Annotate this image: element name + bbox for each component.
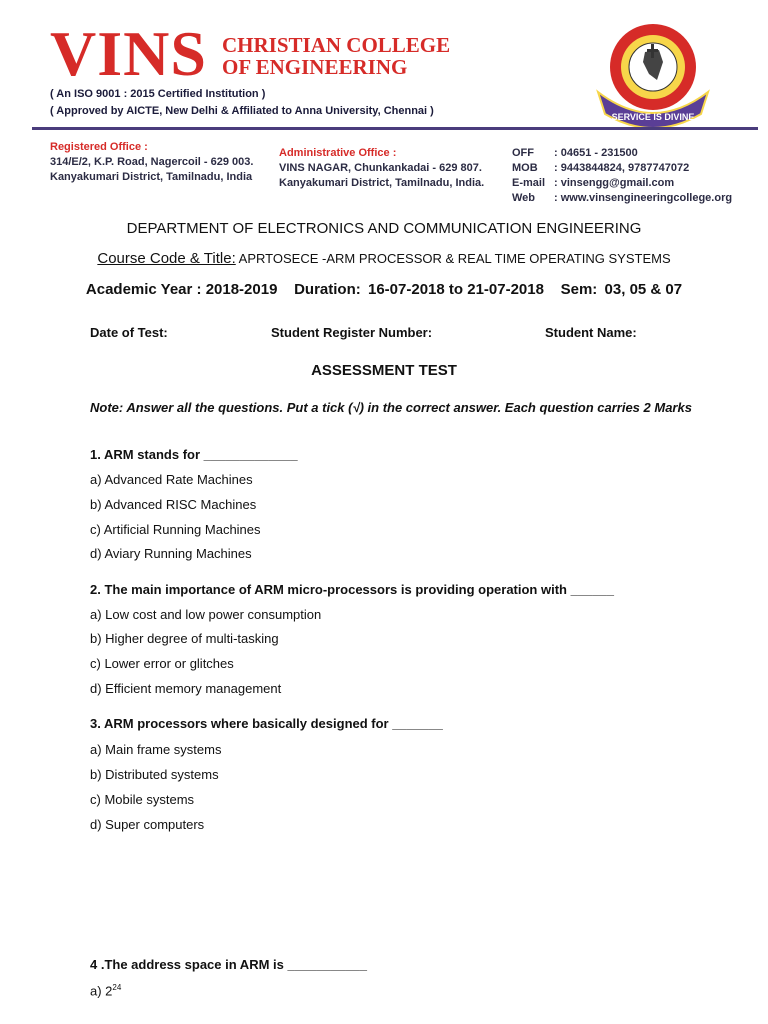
option-base: a) 2	[90, 983, 113, 999]
instructions-note: Note: Answer all the questions. Put a tick (√) in the correct answer. Each question carries 2 Marks	[90, 400, 692, 415]
option-exponent: 24	[112, 983, 122, 992]
option: a) Main frame systems	[90, 742, 222, 757]
registered-office	[50, 140, 253, 185]
registered-office-line1: 314/E/2, K.P. Road, Nagercoil - 629 003.	[50, 156, 254, 168]
course-line	[0, 250, 768, 267]
registered-office-line2: Kanyakumari District, Tamilnadu, India	[50, 171, 253, 183]
administrative-office-line1: VINS NAGAR, Chunkankadai - 629 807.	[279, 162, 482, 174]
option	[90, 983, 121, 998]
contact-row	[512, 191, 732, 206]
contact-row	[512, 176, 732, 191]
question-2: 2. The main importance of ARM micro-processors is providing operation with ______	[90, 582, 614, 597]
sem-value: 03, 05 & 07	[604, 281, 683, 298]
contact-value: : vinsengg@gmail.com	[554, 177, 675, 189]
academic-year-line	[0, 281, 768, 298]
approval-line: ( Approved by AICTE, New Delhi & Affiliated to Anna University, Chennai )	[50, 105, 434, 117]
duration-value: 16-07-2018 to 21-07-2018	[368, 281, 544, 298]
option: d) Aviary Running Machines	[90, 546, 252, 561]
college-seal-icon	[593, 22, 713, 132]
contact-key: MOB	[512, 162, 538, 174]
option: c) Mobile systems	[90, 792, 195, 807]
contact-value: : 04651 - 231500	[554, 147, 638, 159]
academic-year-value: 2018-2019	[205, 281, 278, 298]
seal-motto: SERVICE IS DIVINE	[611, 112, 695, 122]
option: d) Super computers	[90, 817, 205, 832]
student-name-label: Student Name:	[545, 325, 637, 340]
question-4: 4 .The address space in ARM is ___________	[90, 957, 368, 972]
header-divider	[32, 127, 758, 130]
option: a) Advanced Rate Machines	[90, 472, 253, 487]
sem-label: Sem:	[560, 281, 598, 298]
iso-line: ( An ISO 9001 : 2015 Certified Institution )	[50, 88, 266, 100]
course-label: Course Code & Title:	[97, 250, 236, 267]
contact-row	[512, 161, 732, 176]
contact-key: E-mail	[512, 177, 546, 189]
register-number-label: Student Register Number:	[271, 325, 433, 340]
duration-label: Duration:	[294, 281, 361, 298]
option: c) Lower error or glitches	[90, 656, 234, 671]
question-1: 1. ARM stands for _____________	[90, 447, 298, 462]
administrative-office-line2: Kanyakumari District, Tamilnadu, India.	[279, 177, 485, 189]
option: d) Efficient memory management	[90, 681, 282, 696]
option: a) Low cost and low power consumption	[90, 607, 322, 622]
registered-office-heading: Registered Office :	[50, 141, 148, 153]
contact-value: : www.vinsengineeringcollege.org	[554, 192, 733, 204]
department-title: DEPARTMENT OF ELECTRONICS AND COMMUNICATION ENGINEERING	[126, 220, 642, 237]
college-name	[222, 34, 450, 78]
contact-value: : 9443844824, 9787747072	[554, 162, 690, 174]
administrative-office	[279, 146, 484, 191]
course-title: APRTOSECE -ARM PROCESSOR & REAL TIME OPERATING SYSTEMS	[235, 251, 671, 266]
option: b) Advanced RISC Machines	[90, 497, 257, 512]
contact-block	[512, 146, 732, 206]
contact-key: Web	[512, 192, 536, 204]
academic-year-label: Academic Year :	[85, 281, 206, 298]
option: b) Higher degree of multi-tasking	[90, 631, 279, 646]
administrative-office-heading: Administrative Office :	[279, 147, 397, 159]
option: c) Artificial Running Machines	[90, 522, 261, 537]
question-3: 3. ARM processors where basically designed for _______	[90, 716, 443, 731]
option: b) Distributed systems	[90, 767, 219, 782]
college-name-line2: OF ENGINEERING	[222, 55, 408, 79]
contact-key: OFF	[512, 147, 534, 159]
college-name-line1: CHRISTIAN COLLEGE	[222, 33, 451, 57]
test-title: ASSESSMENT TEST	[311, 362, 457, 379]
contact-row	[512, 146, 732, 161]
date-of-test-label: Date of Test:	[90, 325, 168, 340]
college-logo-text: VINS	[50, 18, 207, 89]
